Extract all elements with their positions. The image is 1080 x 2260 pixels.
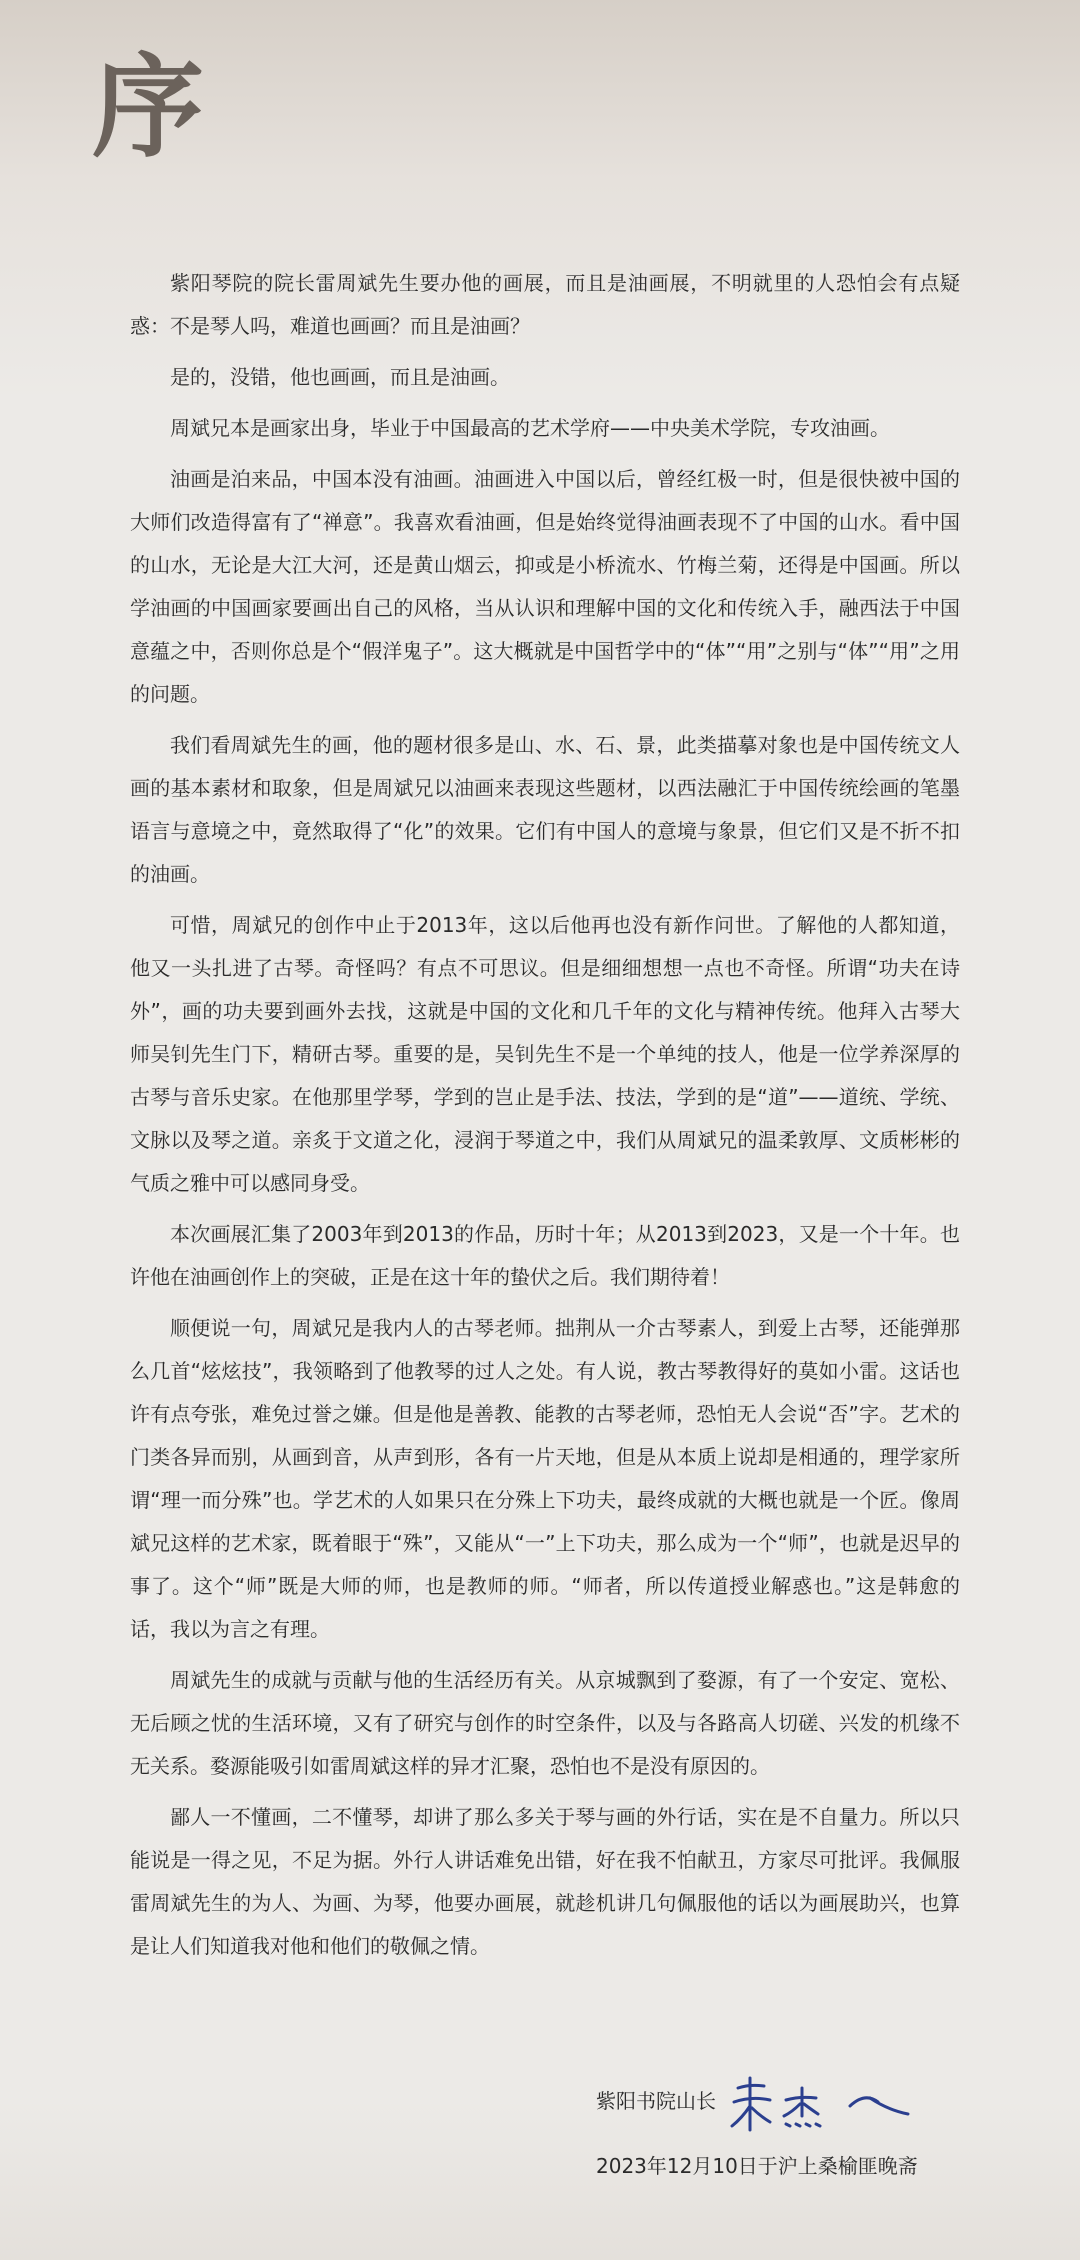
paragraph: 是的，没错，他也画画，而且是油画。	[170, 365, 510, 389]
signer-title: 紫阳书院山长	[596, 2089, 716, 2113]
paragraph: 我们看周斌先生的画，他的题材很多是山、水、石、景，此类描摹对象也是中国传统文人画的基本素材和取象，但是周斌兄以油画来表现这些题材，以西法融汇于中国传统绘画的笔墨语言与意境之中，竟然取得了“化”的效果。它们有中国人的意境与象景，但它们又是不折不扣的油画。	[130, 733, 960, 886]
signature-stroke	[870, 2098, 908, 2114]
preface-body	[130, 262, 960, 1976]
signature-stroke	[784, 2104, 800, 2116]
signature-strokes	[732, 2078, 908, 2130]
paragraph: 周斌先生的成就与贡献与他的生活经历有关。从京城飘到了婺源，有了一个安定、宽松、无后顾之忧的生活环境，又有了研究与创作的时空条件，以及与各路高人切磋、兴发的机缘不无关系。婺源能吸引如雷周斌这样的异才汇聚，恐怕也不是没有原因的。	[130, 1668, 960, 1778]
paragraph: 顺便说一句，周斌兄是我内人的古琴老师。拙荆从一介古琴素人，到爱上古琴，还能弹那么几首“炫炫技”，我领略到了他教琴的过人之处。有人说，教古琴教得好的莫如小雷。这话也许有点夸张，难免过誉之嫌。但是他是善教、能教的古琴老师，恐怕无人会说“否”字。艺术的门类各异而别，从画到音，从声到形，各有一片天地，但是从本质上说却是相通的，理学家所谓“理一而分殊”也。学艺术的人如果只在分殊上下功夫，最终成就的大概也就是一个匠。像周斌兄这样的艺术家，既着眼于“殊”，又能从“一”上下功夫，那么成为一个“师”，也就是迟早的事了。这个“师”既是大师的师，也是教师的师。“师者，所以传道授业解惑也。”这是韩愈的话，我以为言之有理。	[130, 1316, 960, 1641]
signature-stroke	[796, 2124, 800, 2126]
signature-stroke	[752, 2108, 770, 2122]
signature-stroke	[816, 2124, 820, 2126]
signature-stroke	[804, 2104, 818, 2114]
signature-stroke	[732, 2106, 750, 2126]
paragraph: 鄙人一不懂画，二不懂琴，却讲了那么多关于琴与画的外行话，实在是不自量力。所以只能说是一得之见，不足为据。外行人讲话难免出错，好在我不怕献丑，方家尽可批评。我佩服雷周斌先生的为人、为画、为琴，他要办画展，就趁机讲几句佩服他的话以为画展助兴，也算是让人们知道我对他和他们的敬佩之情。	[130, 1805, 960, 1958]
paragraph: 周斌兄本是画家出身，毕业于中国最高的艺术学府——中央美术学院，专攻油画。	[170, 416, 890, 440]
paragraph: 可惜，周斌兄的创作中止于2013年，这以后他再也没有新作问世。了解他的人都知道，他又一头扎进了古琴。奇怪吗？有点不可思议。但是细细想想一点也不奇怪。所谓“功夫在诗外”，画的功夫要到画外去找，这就是中国的文化和几千年的文化与精神传统。他拜入古琴大师吴钊先生门下，精研古琴。重要的是，吴钊先生不是一个单纯的技人，他是一位学养深厚的古琴与音乐史家。在他那里学琴，学到的岂止是手法、技法，学到的是“道”——道统、学统、文脉以及琴之道。亲炙于文道之化，浸润于琴道之中，我们从周斌兄的温柔敦厚、文质彬彬的气质之雅中可以感同身受。	[130, 913, 960, 1195]
page-title: 序	[92, 42, 206, 173]
signature-stroke	[786, 2124, 790, 2126]
signature-block	[0, 2070, 1080, 2190]
signature-stroke	[806, 2124, 810, 2126]
handwritten-signature	[720, 2070, 940, 2140]
paragraph: 油画是泊来品，中国本没有油画。油画进入中国以后，曾经红极一时，但是很快被中国的大师们改造得富有了“禅意”。我喜欢看油画，但是始终觉得油画表现不了中国的山水。看中国的山水，无论是大江大河，还是黄山烟云，抑或是小桥流水、竹梅兰菊，还得是中国画。所以学油画的中国画家要画出自己的风格，当从认识和理解中国的文化和传统入手，融西法于中国意蕴之中，否则你总是个“假洋鬼子”。这大概就是中国哲学中的“体”“用”之别与“体”“用”之用的问题。	[130, 467, 960, 706]
paragraph: 紫阳琴院的院长雷周斌先生要办他的画展，而且是油画展，不明就里的人恐怕会有点疑惑：不是琴人吗，难道也画画？而且是油画？	[130, 271, 960, 338]
signature-date: 2023年12月10日于沪上桑榆匪晚斋	[596, 2154, 918, 2178]
paragraph: 本次画展汇集了2003年到2013的作品，历时十年；从2013到2023，又是一个十年。也许他在油画创作上的突破，正是在这十年的蛰伏之后。我们期待着！	[130, 1222, 960, 1289]
signature-stroke	[734, 2098, 770, 2102]
